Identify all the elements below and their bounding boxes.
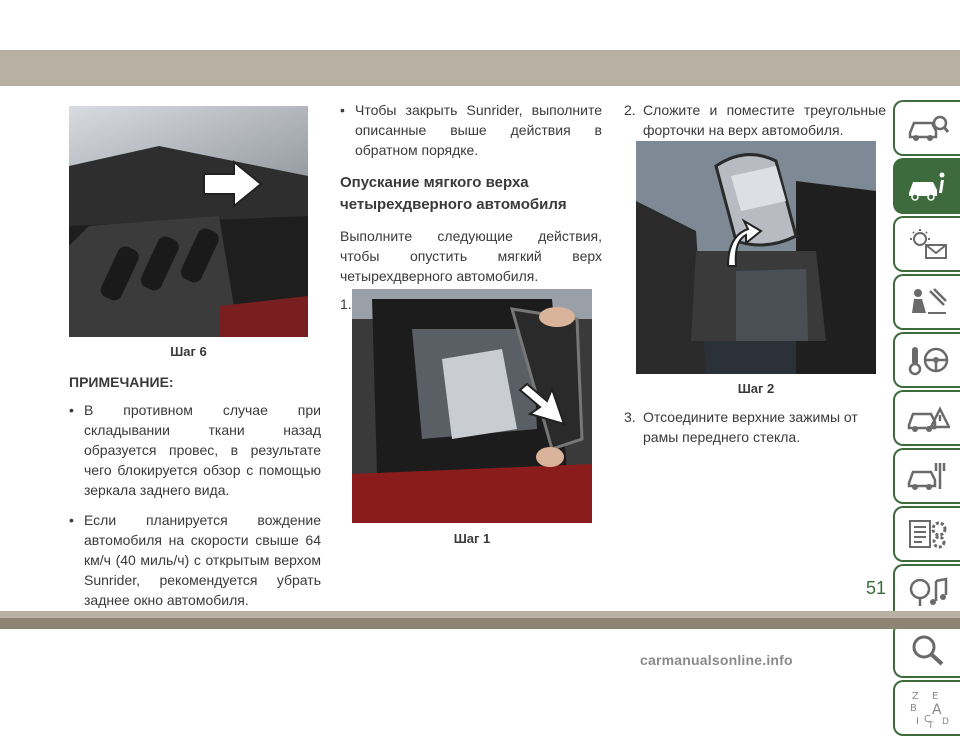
watermark: carmanualsonline.info	[640, 652, 793, 668]
tab-car-breakdown[interactable]	[893, 390, 960, 446]
svg-text:I: I	[915, 716, 919, 727]
tab-car-service[interactable]	[893, 448, 960, 504]
step-2-text: Сложите и поместите треугольные форточки на верх автомобиля.	[643, 102, 886, 138]
note-bullet-2: • Если планируется вождение автомобиля на скорости свыше 64 км/ч (40 миль/ч) с открытым верхом Sunrider, рекомендуется убрать заднее окно автомобиля.	[69, 512, 321, 608]
car-service-tools-icon	[906, 459, 950, 493]
note-bullet-1: • В противном случае при складывании ткани назад образуется провес, в результате чего блокируется обзор с помощью зеркала заднего вида.	[69, 402, 321, 498]
footer-band-light	[0, 611, 960, 618]
step-1-number: 1.	[340, 296, 352, 312]
airbag-seat-icon	[906, 285, 950, 319]
tab-key-steering[interactable]	[893, 332, 960, 388]
figure-caption-step-1: Шаг 1	[453, 531, 491, 546]
figure-step-6-photo	[69, 106, 308, 337]
tab-specifications[interactable]	[893, 506, 960, 562]
svg-text:Z: Z	[911, 691, 919, 702]
figure-caption-step-6: Шаг 6	[170, 344, 207, 359]
svg-text:A: A	[931, 702, 942, 718]
car-info-icon	[906, 169, 950, 203]
step-2-number: 2.	[624, 102, 636, 118]
figure-caption-step-2: Шаг 2	[737, 381, 775, 396]
svg-text:E: E	[931, 691, 938, 702]
page-number: 51	[866, 578, 887, 598]
svg-text:D: D	[941, 717, 949, 727]
middle-column-text	[340, 100, 602, 314]
multimedia-music-icon	[906, 575, 950, 609]
tab-search[interactable]	[893, 622, 960, 678]
sunrider-close-bullet: • Чтобы закрыть Sunrider, выполните описанные выше действия в обратном порядке.	[340, 102, 602, 158]
tab-car-search[interactable]	[893, 100, 960, 156]
footer-band-dark	[0, 618, 960, 629]
search-magnifier-icon	[906, 633, 950, 667]
specifications-gears-icon	[906, 517, 950, 551]
svg-text:T: T	[927, 721, 933, 728]
alphabet-index-icon	[906, 688, 950, 728]
step-2	[624, 100, 886, 140]
key-steering-wheel-icon	[906, 343, 950, 377]
svg-text:C: C	[923, 714, 931, 725]
svg-text:B: B	[909, 703, 917, 714]
header-band	[0, 50, 960, 86]
step-3	[624, 407, 886, 447]
step-3-text: Отсоедините верхние зажимы от рамы переднего стекла.	[643, 409, 858, 445]
figure-step-2-photo	[636, 141, 876, 374]
step-3-number: 3.	[624, 409, 636, 425]
note-heading: ПРИМЕЧАНИЕ:	[69, 374, 174, 390]
figure-step-1-photo	[352, 289, 592, 523]
tab-airbag-seat[interactable]	[893, 274, 960, 330]
tab-alphabet-index[interactable]	[893, 680, 960, 736]
section-intro: Выполните следующие действия, чтобы опустить мягкий верх четырехдверного автомобиля.	[340, 228, 602, 284]
warning-lights-message-icon	[906, 227, 950, 261]
car-search-icon	[906, 111, 950, 145]
tab-car-info[interactable]	[893, 158, 960, 214]
tab-warning-lights[interactable]	[893, 216, 960, 272]
note-section	[69, 372, 321, 610]
chapter-sidebar	[893, 100, 960, 738]
section-heading: Опускание мягкого верха четырехдверного автомобиля	[340, 174, 567, 213]
car-breakdown-warning-icon	[906, 401, 950, 435]
